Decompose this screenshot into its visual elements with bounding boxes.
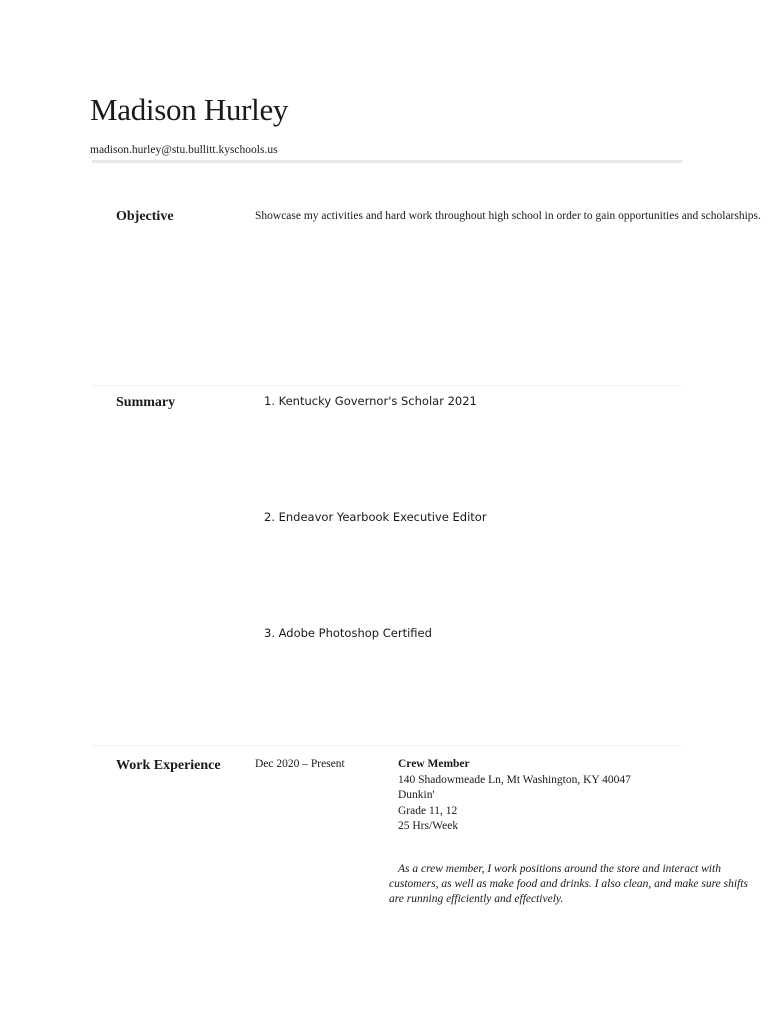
resume-name: Madison Hurley xyxy=(90,92,289,127)
job-description: As a crew member, I work positions around the store and interact with customers, as well as make food and drinks. I also clean, and make sure shifts are running efficiently and effectively. xyxy=(389,863,748,905)
summary-item: 2. Endeavor Yearbook Executive Editor xyxy=(264,510,487,524)
objective-heading: Objective xyxy=(116,209,174,224)
email-text: madison.hurley@stu.bullitt.kyschools.us xyxy=(90,144,278,156)
work-experience-heading: Work Experience xyxy=(116,758,221,773)
header-divider xyxy=(92,160,682,163)
work-divider xyxy=(92,745,682,746)
job-grade: Grade 11, 12 xyxy=(398,804,458,817)
job-details xyxy=(398,757,631,835)
job-hours: 25 Hrs/Week xyxy=(398,820,459,832)
summary-item: 1. Kentucky Governor's Scholar 2021 xyxy=(264,394,477,408)
job-dates: Dec 2020 – Present xyxy=(255,758,345,770)
job-title: Crew Member xyxy=(398,758,470,770)
job-address: 140 Shadowmeade Ln, Mt Washington, KY 40047 xyxy=(398,773,631,786)
summary-item: 3. Adobe Photoshop Certified xyxy=(264,626,432,640)
objective-text: Showcase my activities and hard work throughout high school in order to gain opportunities and scholarships. xyxy=(255,210,761,222)
summary-divider xyxy=(92,385,682,386)
job-employer: Dunkin' xyxy=(398,789,435,801)
summary-heading: Summary xyxy=(116,395,176,410)
